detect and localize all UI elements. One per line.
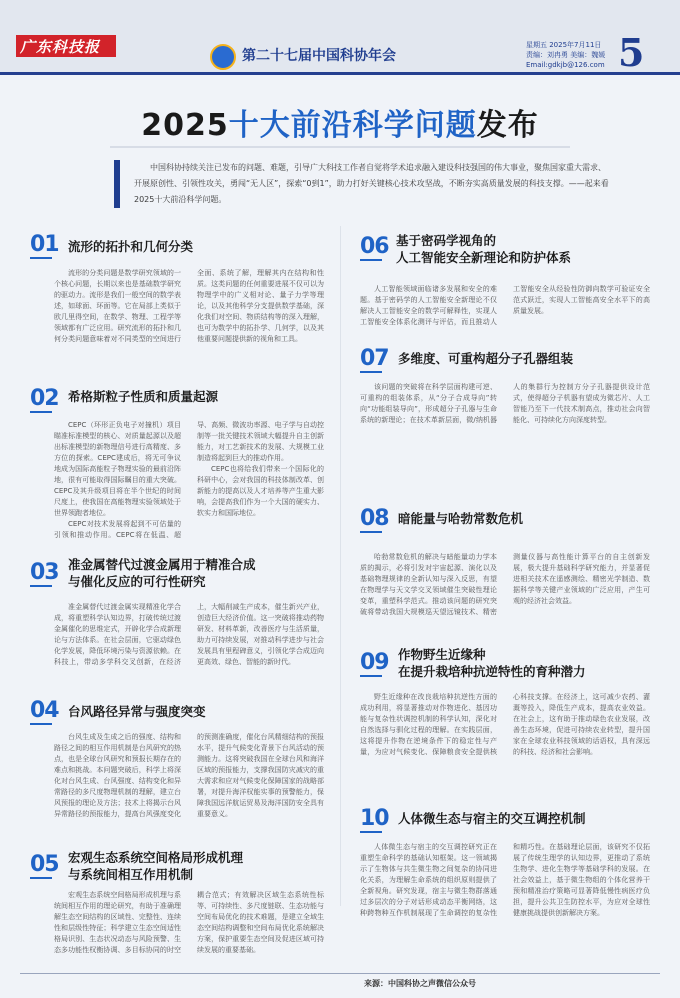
section-number-08: 08 bbox=[360, 506, 389, 531]
section-body-07 bbox=[360, 382, 650, 426]
section-title-line: 作物野生近缘种 bbox=[398, 647, 486, 662]
section-number-04: 04 bbox=[30, 698, 59, 723]
section-body-01 bbox=[54, 268, 324, 345]
section-text-08: 哈勃常数危机的解决与暗能量动力学本质的揭示，必将引发对宇宙起源、演化以及基础物理规律的全新认知与深入反思，有望在物理学与天文学交叉领域催生突破性理论变革，重塑科学范式。推动该问题的研究突破将带动我国大规模巡天望远镜技术、精密测量仪器与高性能计算平台的自主创新发展，极大提升基础科学研究能力，并显著促进相关技术在遥感测绘、精密光学制造、数据科学等关键产业领域的广泛应用，产生可观的经济社会效益。 bbox=[360, 553, 650, 616]
page-number: 5 bbox=[618, 30, 645, 75]
section-title-line: 基于密码学视角的 bbox=[396, 233, 497, 248]
section-title-05 bbox=[68, 849, 243, 883]
section-number-07: 07 bbox=[360, 346, 389, 371]
section-number-underline bbox=[360, 531, 382, 533]
section-title-08: 暗能量与哈勃常数危机 bbox=[398, 511, 524, 526]
section-body-02 bbox=[54, 420, 324, 541]
section-number-01: 01 bbox=[30, 232, 59, 257]
section-title-02: 希格斯粒子性质和质量起源 bbox=[68, 389, 219, 404]
source-credit: 来源：中国科协之声微信公众号 bbox=[364, 979, 476, 988]
issue-email: Email:gdkjb@126.com bbox=[526, 61, 605, 69]
section-text-05: 宏观生态系统空间格局形成机理与系统间相互作用的理论研究，有助于准确理解生态空间结构的区域性、完整性、连续性和层级性特征；科学建立生态空间适性格局识别、生态状况动态与风险预警、生态多功能性权衡协调、多目标协同的时空耦合范式；有效解决区域生态系统性标等、可持续性、多尺度链联、生态功能与空间布局优化的技术难题，是建立全域生态空间结构调整和空间布局优化系统解决方案，保护重要生态空间及促进区域可持续发展的重要基础。 bbox=[54, 891, 324, 954]
section-body-03 bbox=[54, 602, 324, 668]
section-text-07: 该问题的突破将在科学层面构建可逆、可重构的组装体系，从“分子合成导向”转向“功能组装导向”，形成超分子孔器与生命系统的新理论；在技术革新层面，微/纳机器人的集群行为控制方分子孔器提供设计范式，使得超分子机器有望成为微芯片、人工智能乃至下一代技术制高点，推动社会向智能化、可持续化方向深度转型。 bbox=[360, 383, 650, 424]
section-title-03 bbox=[68, 556, 256, 590]
conference-logo-icon bbox=[210, 44, 236, 70]
intro-accent-bar bbox=[114, 160, 120, 208]
main-headline bbox=[0, 100, 680, 144]
section-body-08 bbox=[360, 552, 650, 618]
section-text-04: 台风生成及生成之后的强度、结构和路径之间的相互作用机制是台风研究的热点，也是全球台风研究和预报长期存在的难点和挑战。本问题突破后，科学上将深化对台风生成、台风强度、结构变化和异常路径的多尺度物理机制的理解，建立台风预报的理论及方法；技术上将揭示台风异常路径的预报能力，提高台风强度变化的预测准确度，催化台风精细结构的预报水平，提升气候变化背景下台风活动的预测能力。这将突破我国在全球台风和海洋区域的预报能力，支撑我国防灾减灾的重大需求和应对气候变化保障国家的战略部署，对提升海洋权能实事的预警能力，保障我国远洋航运贸易及海洋国防安全具有重要意义。 bbox=[54, 733, 324, 818]
section-number-underline bbox=[30, 723, 52, 725]
page-header bbox=[0, 0, 680, 75]
section-number-underline bbox=[360, 675, 382, 677]
section-title-line: 准金属替代过渡金属用于精准合成 bbox=[68, 557, 256, 572]
footer-rule bbox=[20, 973, 660, 974]
headline-suffix: 发布 bbox=[476, 108, 539, 143]
section-number-05: 05 bbox=[30, 852, 59, 877]
section-number-underline bbox=[360, 371, 382, 373]
conference-title: 第二十七届中国科协年会 bbox=[242, 48, 396, 64]
section-paragraph: CEPC（环形正负电子对撞机）项目瞄准标准模型的核心、对质量起源以及超出标准模型的新物理信号进行高精度、多方位的探索。CEPC建成后，将无可争议地成为国际高能粒子物理实验的最前沿阵地，很有可能取得国际瞩目的重大突破。CEPC及其升级项目将在半个世纪的时间尺度上，使我国在高能物理实验领域处于世界领跑者地位。 bbox=[54, 421, 181, 517]
section-text-01: 流形的分类问题是数学研究领域的一个核心问题，长期以来也是基础数学研究的驱动力。流形是我们一般空间的数学表述，如球面、环面等。它在局部上类似于欧几里得空间，在数学、物理、工程学等领域都有广泛应用。研究流形的拓扑和几何分类问题意味着对不同类型的空间进行全面、系统了解，理解其内在结构和性质。这类问题的任何重要进展不仅可以为物理学中的广义相对论、量子力学等理论，以及其他科学分支提供数学基础，深化我们对空间、物质结构等的深入理解，也可为数学中的拓扑学、几何学，以及其他重要问题提供新的视角和工具。 bbox=[54, 269, 324, 343]
section-title-04: 台风路径异常与强度突变 bbox=[68, 704, 206, 719]
section-title-10: 人体微生态与宿主的交互调控机制 bbox=[398, 811, 586, 826]
section-title-line: 与系统间相互作用机制 bbox=[68, 867, 194, 882]
section-number-underline bbox=[30, 411, 52, 413]
section-number-02: 02 bbox=[30, 386, 59, 411]
headline-highlight: 十大前沿科学问题 bbox=[228, 108, 477, 143]
section-body-05 bbox=[54, 890, 324, 956]
section-paragraph: CEPC对技术发展将起到不可估量的引领和推动作用。CEPC将在低温、超导、高频、微波功率源、电子学与自动控制等一批关键技术领域大幅提升自主创新能力，对工艺新技术的发展、大规模工业制造将起到巨大的推动作用。 bbox=[54, 421, 324, 539]
section-title-09 bbox=[398, 646, 586, 680]
intro-paragraph: 中国科协持续关注已发布的问题、难题，引导广大科技工作者自觉将学术追求融入建设科技强国的伟大事业，聚焦国家重大需求、开展原创性、引领性攻关，勇闯“无人区”，探索“0到1”，助力打好关键核心技术攻坚战，不断夯实高质量发展的科技支撑。——起来看2025十大前沿科学问题。 bbox=[134, 163, 609, 204]
section-text-03: 准金属替代过渡金属实现精准化学合成，将重塑科学认知边界，打破传统过渡金属催化的思维定式，开辟化学合成新理论与方法体系。在社会层面，它驱动绿色化学发展，降低环境污染与资源依赖。在科技上，带动多学科交叉创新，在经济上，大幅削减生产成本，催生新兴产业，创造巨大经济价值。这一突破将推动药物研发、材料革新，改善医疗与生活质量，助力可持续发展，对推动科学进步与社会发展具有里程碑意义，引领化学合成迈向更高效、绿色、智能的新时代。 bbox=[54, 603, 324, 666]
section-number-10: 10 bbox=[360, 806, 389, 831]
section-title-line: 在提升栽培种抗逆特性的育种潜力 bbox=[398, 664, 586, 679]
section-number-09: 09 bbox=[360, 650, 389, 675]
section-number-03: 03 bbox=[30, 560, 59, 585]
column-divider bbox=[340, 226, 341, 906]
section-body-09 bbox=[360, 692, 650, 758]
section-title-06 bbox=[396, 232, 571, 266]
section-body-04 bbox=[54, 732, 324, 820]
section-number-underline bbox=[360, 259, 382, 261]
issue-date: 星期五 2025年7月11日 bbox=[526, 41, 602, 49]
section-number-underline bbox=[30, 257, 52, 259]
section-number-underline bbox=[30, 877, 52, 879]
section-text-10: 人体微生态与宿主的交互调控研究正在重塑生命科学的基础认知框架。这一领域揭示了生物体与共生微生物之间复杂的协同进化关系，为理解生命系统的组织原则提供了全新视角。研究发现，宿主与微生物群落通过多层次的分子对话形成动态平衡网络，这种跨物种互作机制展现了生命调控的复杂性和精巧性。在基础理论层面，该研究不仅拓展了传统生理学的认知边界，更推动了系统生物学、进化生物学等基础学科的发展。在社会效益上，基于微生物组的个体化营养干预和精准治疗策略可显著降低慢性病医疗负担，提升公共卫生防控水平，为应对全球性健康挑战提供创新解决方案。 bbox=[360, 843, 650, 917]
section-text-06: 人工智能领域面临诸多发展和安全的难题。基于密码学的人工智能安全新理论不仅解决人工智能安全的数学可解释性，实现人工智能安全体系化测评与评估，而且推动人工智能安全从经验性防御向数学可验证安全范式跃迁，实现人工智能高安全水平下的高质量发展。 bbox=[360, 285, 650, 326]
section-body-06 bbox=[360, 284, 650, 328]
section-title-line: 宏观生态系统空间格局形成机理 bbox=[68, 850, 244, 865]
headline-year: 2025 bbox=[141, 108, 229, 143]
section-title-line: 人工智能安全新理论和防护体系 bbox=[396, 250, 572, 265]
section-text-09: 野生近缘种在改良栽培种抗逆性方面的成功利用，将显著推动对作物进化、基因功能与复杂性状调控机制的科学认知，深化对自然选择与驯化过程的理解。在实践层面，这将提升作物在逆境条件下的稳定性与产量，为应对气候变化、保障粮食安全提供核心科技支撑。在经济上，这可减少农药、灌溉等投入，降低生产成本，提高农业效益。在社会上，这有助于推动绿色农业发展，改善生态环境，促进可持续农业转型，提升国家在全球农业科技领域的话语权，具有深远的科技、经济和社会影响。 bbox=[360, 693, 650, 756]
issue-meta bbox=[526, 40, 605, 70]
newspaper-brand: 广东科技报 bbox=[20, 38, 101, 56]
issue-editors: 责编：刘冉勇 美编：魏媛 bbox=[526, 51, 606, 59]
headline-rule bbox=[110, 146, 570, 148]
section-title-line: 与催化反应的可行性研究 bbox=[68, 574, 206, 589]
section-number-underline bbox=[30, 585, 52, 587]
section-title-07: 多维度、可重构超分子孔器组装 bbox=[398, 351, 574, 366]
section-number-underline bbox=[360, 831, 382, 833]
section-title-01: 流形的拓扑和几何分类 bbox=[68, 239, 194, 254]
section-body-10 bbox=[360, 842, 650, 919]
section-paragraph: CEPC也将给我们带来一个国际化的科研中心，会对我国的科技体制改革、创新能力的提高以及人才培养等产生重大影响，会提高我们作为一个大国的硬实力、软实力和国际地位。 bbox=[197, 465, 324, 517]
section-number-06: 06 bbox=[360, 234, 389, 259]
